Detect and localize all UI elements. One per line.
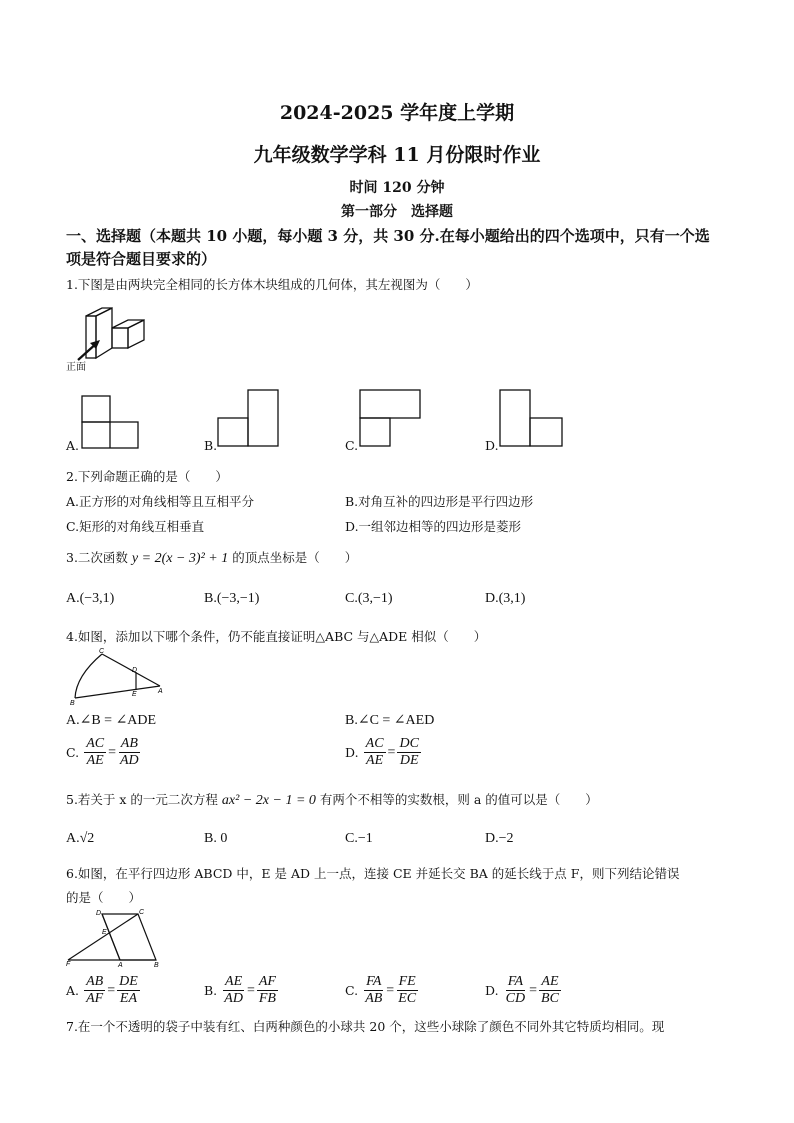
q5-option-a: A.√2: [66, 831, 95, 846]
q1-option-a-label: A.: [66, 438, 80, 453]
q6-option-b-label: B.: [204, 983, 218, 998]
fraction: [84, 974, 105, 1007]
q1-stem: 1.下图是由两块完全相同的长方体木块组成的几何体，其左视图为（ ）: [66, 277, 478, 292]
fraction-denominator: AE: [366, 753, 384, 768]
equals-sign: =: [386, 982, 395, 998]
q1-option-d-label: D.: [485, 438, 499, 453]
fraction: [117, 974, 140, 1007]
fraction: [396, 974, 418, 1007]
q6-option-d-label: D.: [485, 983, 499, 998]
fraction-numerator: DC: [399, 736, 419, 751]
fraction-denominator: CD: [505, 991, 526, 1006]
q4-label-b: B: [70, 700, 75, 707]
fraction-denominator: EC: [398, 991, 417, 1006]
q1-option-b-label: B.: [204, 438, 218, 453]
fraction-denominator: AD: [224, 991, 243, 1006]
fraction: [257, 974, 278, 1007]
part-heading: 第一部分 选择题: [341, 204, 453, 220]
equals-sign: =: [107, 982, 116, 998]
fraction-numerator: AB: [86, 974, 104, 989]
q4-option-c: [66, 736, 141, 769]
q6-option-c: [345, 974, 418, 1007]
q5-option-b: B. 0: [204, 831, 228, 846]
q5-option-c: C.−1: [345, 831, 373, 846]
equals-sign: =: [529, 982, 538, 998]
q1-option-c-label: C.: [345, 438, 359, 453]
q2-option-b: B.对角互补的四边形是平行四边形: [345, 494, 534, 509]
q1-option-d-figure: [500, 390, 564, 450]
q5-stem: [66, 790, 598, 809]
q3-stem: [66, 548, 357, 567]
exam-time: 时间 120 分钟: [349, 180, 445, 196]
q6-parallelogram-figure: [66, 906, 166, 968]
q5-formula: ax² − 2x − 1 = 0: [221, 793, 316, 808]
q3-formula: y = 2(x − 3)² + 1: [131, 551, 229, 566]
q6-option-c-label: C.: [345, 983, 359, 998]
fraction-numerator: AC: [365, 736, 384, 751]
exam-title: 九年级数学学科 11 月份限时作业: [253, 144, 541, 166]
fraction-denominator: FB: [258, 991, 276, 1006]
fraction-numerator: AB: [120, 736, 138, 751]
fraction: [118, 736, 141, 769]
fraction-numerator: FA: [366, 974, 382, 989]
section-heading-line2: 项是符合题目要求的）: [66, 250, 217, 268]
q4-triangle-figure: [70, 648, 170, 706]
q5-stem-prefix: 5.若关于 x 的一元二次方程: [66, 792, 218, 807]
fraction-numerator: DE: [119, 974, 138, 989]
fraction-numerator: AC: [86, 736, 105, 751]
fraction-numerator: AE: [225, 974, 243, 989]
q3-stem-suffix: 的顶点坐标是（ ）: [232, 550, 358, 565]
fraction: [222, 974, 245, 1007]
fraction: [504, 974, 527, 1007]
q2-option-c: C.矩形的对角线互相垂直: [66, 519, 205, 534]
q6-label-e: E: [102, 929, 107, 936]
fraction-numerator: AE: [541, 974, 559, 989]
q4-label-d: D: [132, 667, 138, 674]
exam-year-title: 2024-2025 学年度上学期: [279, 102, 515, 124]
q3-option-b: B.(−3,−1): [204, 591, 260, 606]
q6-label-b: B: [154, 962, 159, 969]
q1-option-b-figure: [218, 390, 282, 450]
q3-option-d: D.(3,1): [485, 591, 526, 606]
q4-option-d-label: D.: [345, 745, 359, 760]
q4-option-d: [345, 736, 421, 769]
q6-label-d: D: [96, 910, 102, 917]
q7-stem: 7.在一个不透明的袋子中装有红、白两种颜色的小球共 20 个，这些小球除了颜色不同外其它特质均相同。现: [66, 1019, 665, 1034]
fraction-denominator: BC: [541, 991, 559, 1006]
fraction: [363, 974, 384, 1007]
q4-stem: 4.如图，添加以下哪个条件，仍不能直接证明△ABC 与△ADE 相似（ ）: [66, 629, 487, 644]
q3-option-a: A.(−3,1): [66, 591, 115, 606]
fraction-numerator: FE: [398, 974, 416, 989]
fraction-numerator: FA: [507, 974, 524, 989]
q4-option-b: B.∠C = ∠AED: [345, 713, 435, 728]
q4-option-a: A.∠B = ∠ADE: [66, 713, 157, 728]
fraction-numerator: AF: [258, 974, 276, 989]
q6-option-a-label: A.: [66, 983, 80, 998]
equals-sign: =: [246, 982, 255, 998]
q2-option-d: D.一组邻边相等的四边形是菱形: [345, 519, 522, 534]
fraction: [364, 736, 386, 769]
fraction-denominator: DE: [399, 753, 419, 768]
fraction: [539, 974, 561, 1007]
q5-option-d: D.−2: [485, 831, 514, 846]
fraction-denominator: EA: [119, 991, 138, 1006]
q5-stem-suffix: 有两个不相等的实数根，则 a 的值可以是（ ）: [319, 792, 598, 807]
q6-stem-line1: 6.如图，在平行四边形 ABCD 中，E 是 AD 上一点，连接 CE 并延长交 BA 的延长线于点 F，则下列结论错误: [66, 866, 680, 881]
q1-option-c-figure: [360, 390, 424, 450]
q1-option-a-figure: [82, 396, 142, 450]
q3-stem-prefix: 3.二次函数: [66, 550, 128, 565]
q6-option-d: [485, 974, 561, 1007]
q4-label-a: A: [158, 688, 163, 695]
q6-option-a: [66, 974, 140, 1007]
fraction: [84, 736, 106, 769]
fraction-denominator: AE: [86, 753, 104, 768]
fraction-denominator: AB: [365, 991, 383, 1006]
q6-label-c: C: [139, 909, 145, 916]
fraction-denominator: AD: [119, 753, 139, 768]
fraction: [397, 736, 420, 769]
q6-label-f: F: [66, 961, 71, 968]
fraction-denominator: AF: [86, 991, 104, 1006]
section-heading-line1: 一、选择题（本题共 10 小题，每小题 3 分，共 30 分.在每小题给出的四个选项中，只有一个选: [66, 227, 710, 245]
q4-label-e: E: [132, 691, 137, 698]
q1-front-label: 正面: [66, 362, 86, 373]
equals-sign: =: [387, 744, 396, 760]
equals-sign: =: [108, 744, 116, 760]
q2-option-a: A.正方形的对角线相等且互相平分: [66, 494, 255, 509]
q6-option-b: [204, 974, 278, 1007]
q3-option-c: C.(3,−1): [345, 591, 393, 606]
q6-label-a: A: [118, 962, 123, 969]
q2-stem: 2.下列命题正确的是（ ）: [66, 469, 228, 484]
q6-stem-line2: 的是（ ）: [66, 890, 142, 905]
q4-label-c: C: [99, 648, 105, 655]
q4-option-c-label: C.: [66, 745, 80, 760]
